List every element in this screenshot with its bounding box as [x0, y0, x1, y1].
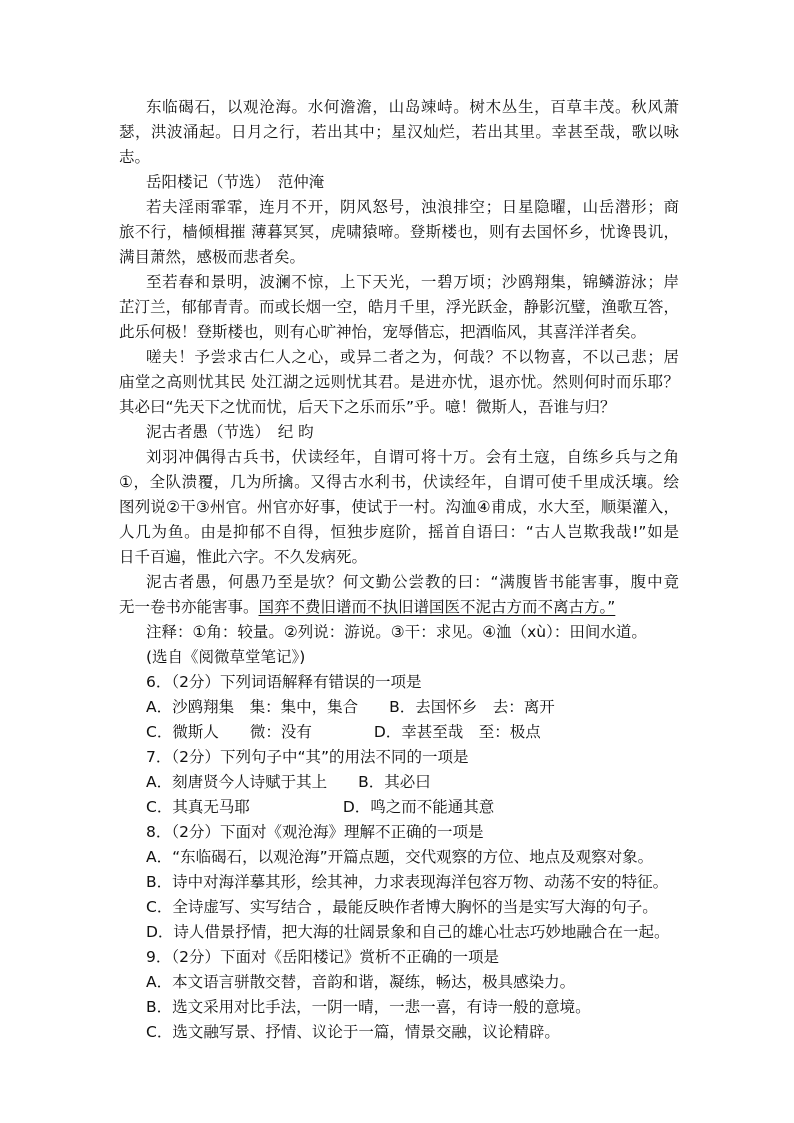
question-8-option-c: C．全诗虚写、实写结合 ，最能反映作者博大胸怀的当是实写大海的句子。: [146, 898, 658, 916]
question-9-option-a: A．本文语言骈散交替，音韵和谐，凝练，畅达，极具感染力。: [146, 973, 576, 991]
yueyang-title: 岳阳楼记（节选） 范仲淹: [146, 173, 325, 191]
yueyang-p1-line-3: 满目萧然，感极而悲者矣。: [119, 248, 306, 266]
question-6: 6．（2分）下列词语解释有错误的一项是: [146, 673, 422, 691]
yueyang-p1-line-1: 若夫淫雨霏霏，连月不开，阴风怒号，浊浪排空；日星隐曜，山岳潜形；商: [146, 198, 679, 216]
nigu-source: (选自《阅微草堂笔记》): [146, 648, 306, 666]
poem-line-2: 瑟，洪波涌起。日月之行，若出其中；星汉灿烂，若出其里。幸甚至哉，歌以咏: [119, 123, 679, 141]
nigu-p1-line-3: 图列说②干③州官。州官亦好事，使试于一村。沟洫④甫成，水大至，顺渠灌入，: [119, 498, 679, 516]
question-9-option-b: B．选文采用对比手法，一阴一晴，一悲一喜，有诗一般的意境。: [146, 998, 591, 1016]
question-6-options-ab: A．沙鸥翔集 集：集中，集合 B．去国怀乡 去：离开: [146, 698, 555, 716]
nigu-p2-line-1: 泥古者愚，何愚乃至是欤？何文勤公尝教的曰：“满腹皆书能害事，腹中竟: [146, 573, 679, 591]
poem-line-1: 东临碣石，以观沧海。水何澹澹，山岛竦峙。树木丛生，百草丰茂。秋风萧: [146, 98, 679, 116]
nigu-p1-line-1: 刘羽冲偶得古兵书，伏读经年，自谓可将十万。会有土寇，自练乡兵与之角: [146, 448, 679, 466]
question-7-options-ab: A．刻唐贤今人诗赋于其上 B．其必曰: [146, 773, 431, 791]
question-8: 8．（2分）下面对《观沧海》理解不正确的一项是: [146, 823, 484, 841]
question-8-option-b: B．诗中对海洋摹其形，绘其神，力求表现海洋包容万物、动荡不安的特征。: [146, 873, 669, 891]
yueyang-p3-line-3: 其必曰“先天下之忧而忧，后天下之乐而乐”乎。噫！微斯人，吾谁与归？: [119, 398, 616, 416]
yueyang-p2-line-2: 芷汀兰，郁郁青青。而或长烟一空，皓月千里，浮光跃金，静影沉璧，渔歌互答，: [119, 298, 679, 316]
poem-line-3: 志。: [119, 148, 151, 166]
yueyang-p2-line-3: 此乐何极！登斯楼也，则有心旷神怡，宠辱偕忘，把酒临风，其喜洋洋者矣。: [119, 323, 647, 341]
yueyang-p3-line-2: 庙堂之高则忧其民 处江湖之远则忧其君。是进亦忧，退亦忧。然则何时而乐耶？: [119, 373, 679, 391]
underlined-sentence: 国弈不费旧谱而不执旧谱国医不泥古方而不离古方。”: [258, 598, 616, 616]
nigu-p2-line-2: [119, 597, 679, 617]
question-7: 7．（2分）下列句子中“其”的用法不同的一项是: [146, 748, 469, 766]
nigu-notes: 注释：①角：较量。②列说：游说。③干：求见。④洫（xù）：田间水道。: [146, 623, 647, 641]
yueyang-p1-line-2: 旅不行，樯倾楫摧 薄暮冥冥，虎啸猿啼。登斯楼也，则有去国怀乡，忧谗畏讥，: [119, 223, 679, 241]
nigu-title: 泥古者愚（节选） 纪 昀: [146, 423, 314, 441]
question-8-option-a: A．“东临碣石，以观沧海”开篇点题，交代观察的方位、地点及观察对象。: [146, 848, 654, 866]
nigu-p1-line-5: 日千百遍，惟此六字。不久发病死。: [119, 548, 368, 566]
question-6-options-cd: C．微斯人 微：没有 D．幸甚至哉 至：极点: [146, 723, 541, 741]
question-7-options-cd: C．其真无马耶 D．鸣之而不能通其意: [146, 798, 495, 816]
yueyang-p2-line-1: 至若春和景明，波澜不惊，上下天光，一碧万顷；沙鸥翔集，锦鳞游泳；岸: [146, 273, 679, 291]
nigu-p1-line-4: 人几为鱼。由是抑郁不自得，恒独步庭阶，摇首自语曰：“古人岂欺我哉!”如是: [119, 523, 679, 541]
question-9-option-c: C．选文融写景、抒情、议论于一篇，情景交融，议论精辟。: [146, 1023, 560, 1041]
question-8-option-d: D．诗人借景抒情，把大海的壮阔景象和自己的雄心壮志巧妙地融合在一起。: [146, 923, 670, 941]
nigu-p1-line-2: ①，全队溃覆，几为所擒。又得古水利书，伏读经年，自谓可使千里成沃壤。绘: [119, 473, 679, 491]
yueyang-p3-line-1: 嗟夫！予尝求古仁人之心，或异二者之为，何哉？不以物喜，不以己悲；居: [146, 348, 679, 366]
nigu-p2-line-2-plain: 无一卷书亦能害事。: [119, 598, 259, 616]
question-9: 9．（2分）下面对《岳阳楼记》赏析不正确的一项是: [146, 948, 499, 966]
